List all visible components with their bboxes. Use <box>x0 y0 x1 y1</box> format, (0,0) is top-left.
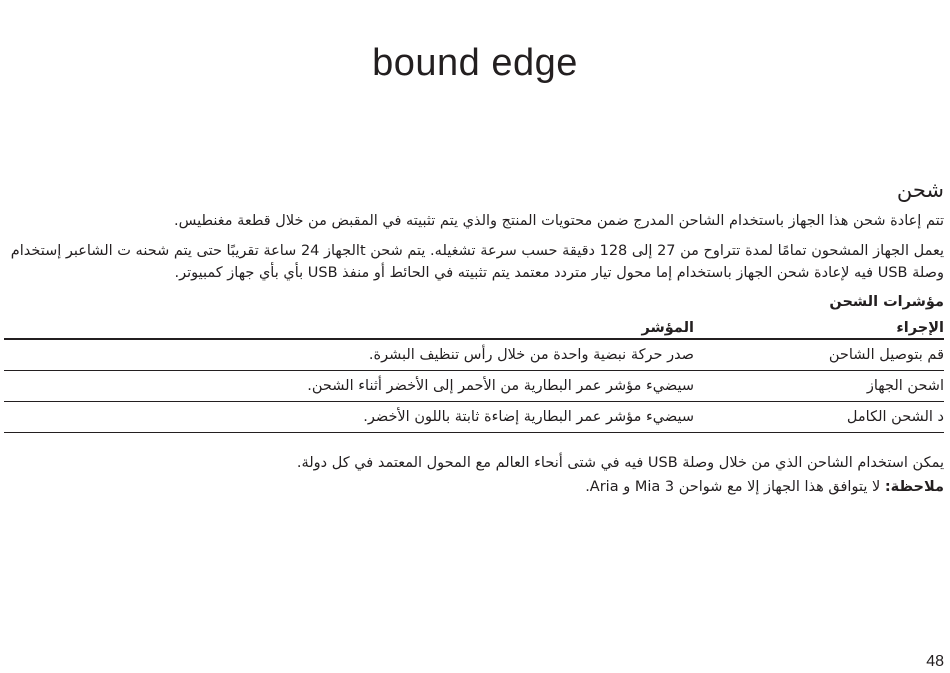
compatibility-note <box>4 475 944 499</box>
intro-paragraph: تتم إعادة شحن هذا الجهاز باستخدام الشاحن المدرج ضمن محتويات المنتج والذي يتم تثبيته في المقبض من خلال قطعة مغنطيس. <box>173 213 944 229</box>
row-indicator: سيضيء مؤشر عمر البطارية إضاءة ثابتة باللون الأخضر. <box>4 402 694 433</box>
notes <box>4 451 944 499</box>
table-row <box>4 339 944 371</box>
section-title: شحن <box>896 178 944 202</box>
indicators-title: مؤشرات الشحن <box>829 294 944 310</box>
row-action: اشحن الجهاز <box>694 371 944 402</box>
table-header-row <box>4 312 944 339</box>
usage-note: يمكن استخدام الشاحن الذي من خلال وصلة USB فيه في شتى أنحاء العالم مع المحول المعتمد في كل دولة. <box>296 455 944 471</box>
row-indicator: سيضيء مؤشر عمر البطارية من الأحمر إلى الأخضر أثناء الشحن. <box>4 371 694 402</box>
indicators-table <box>4 312 944 433</box>
table-row <box>4 402 944 433</box>
brand-title: bound edge <box>372 42 578 84</box>
note-label: ملاحظة: <box>884 479 944 495</box>
row-action: قم بتوصيل الشاحن <box>694 339 944 371</box>
table-row <box>4 371 944 402</box>
header-action: الإجراء <box>694 312 944 339</box>
header-indicator: المؤشر <box>4 312 694 339</box>
row-action: د الشحن الكامل <box>694 402 944 433</box>
page-number: 48 <box>926 653 944 670</box>
row-indicator: صدر حركة نبضية واحدة من خلال رأس تنظيف البشرة. <box>4 339 694 371</box>
note-text: لا يتوافق هذا الجهاز إلا مع شواحن Mia 3 و Aria. <box>585 479 881 495</box>
charging-section <box>4 175 944 499</box>
details-paragraph: يعمل الجهاز المشحون تمامًا لمدة تتراوح من 27 إلى 128 دقيقة حسب سرعة تشغيله. يتم شحن tالجهاز 24 ساعة تقريبًا حتى يتم شحنه ت الشاعبر إستخدام وصلة USB فيه لإعادة شحن الجهاز باستخدام إما محول تيار متردد معتمد يتم تثبيته في الحائط أو منفذ USB بأي بأي جهاز كمبيوتر. <box>10 243 944 281</box>
